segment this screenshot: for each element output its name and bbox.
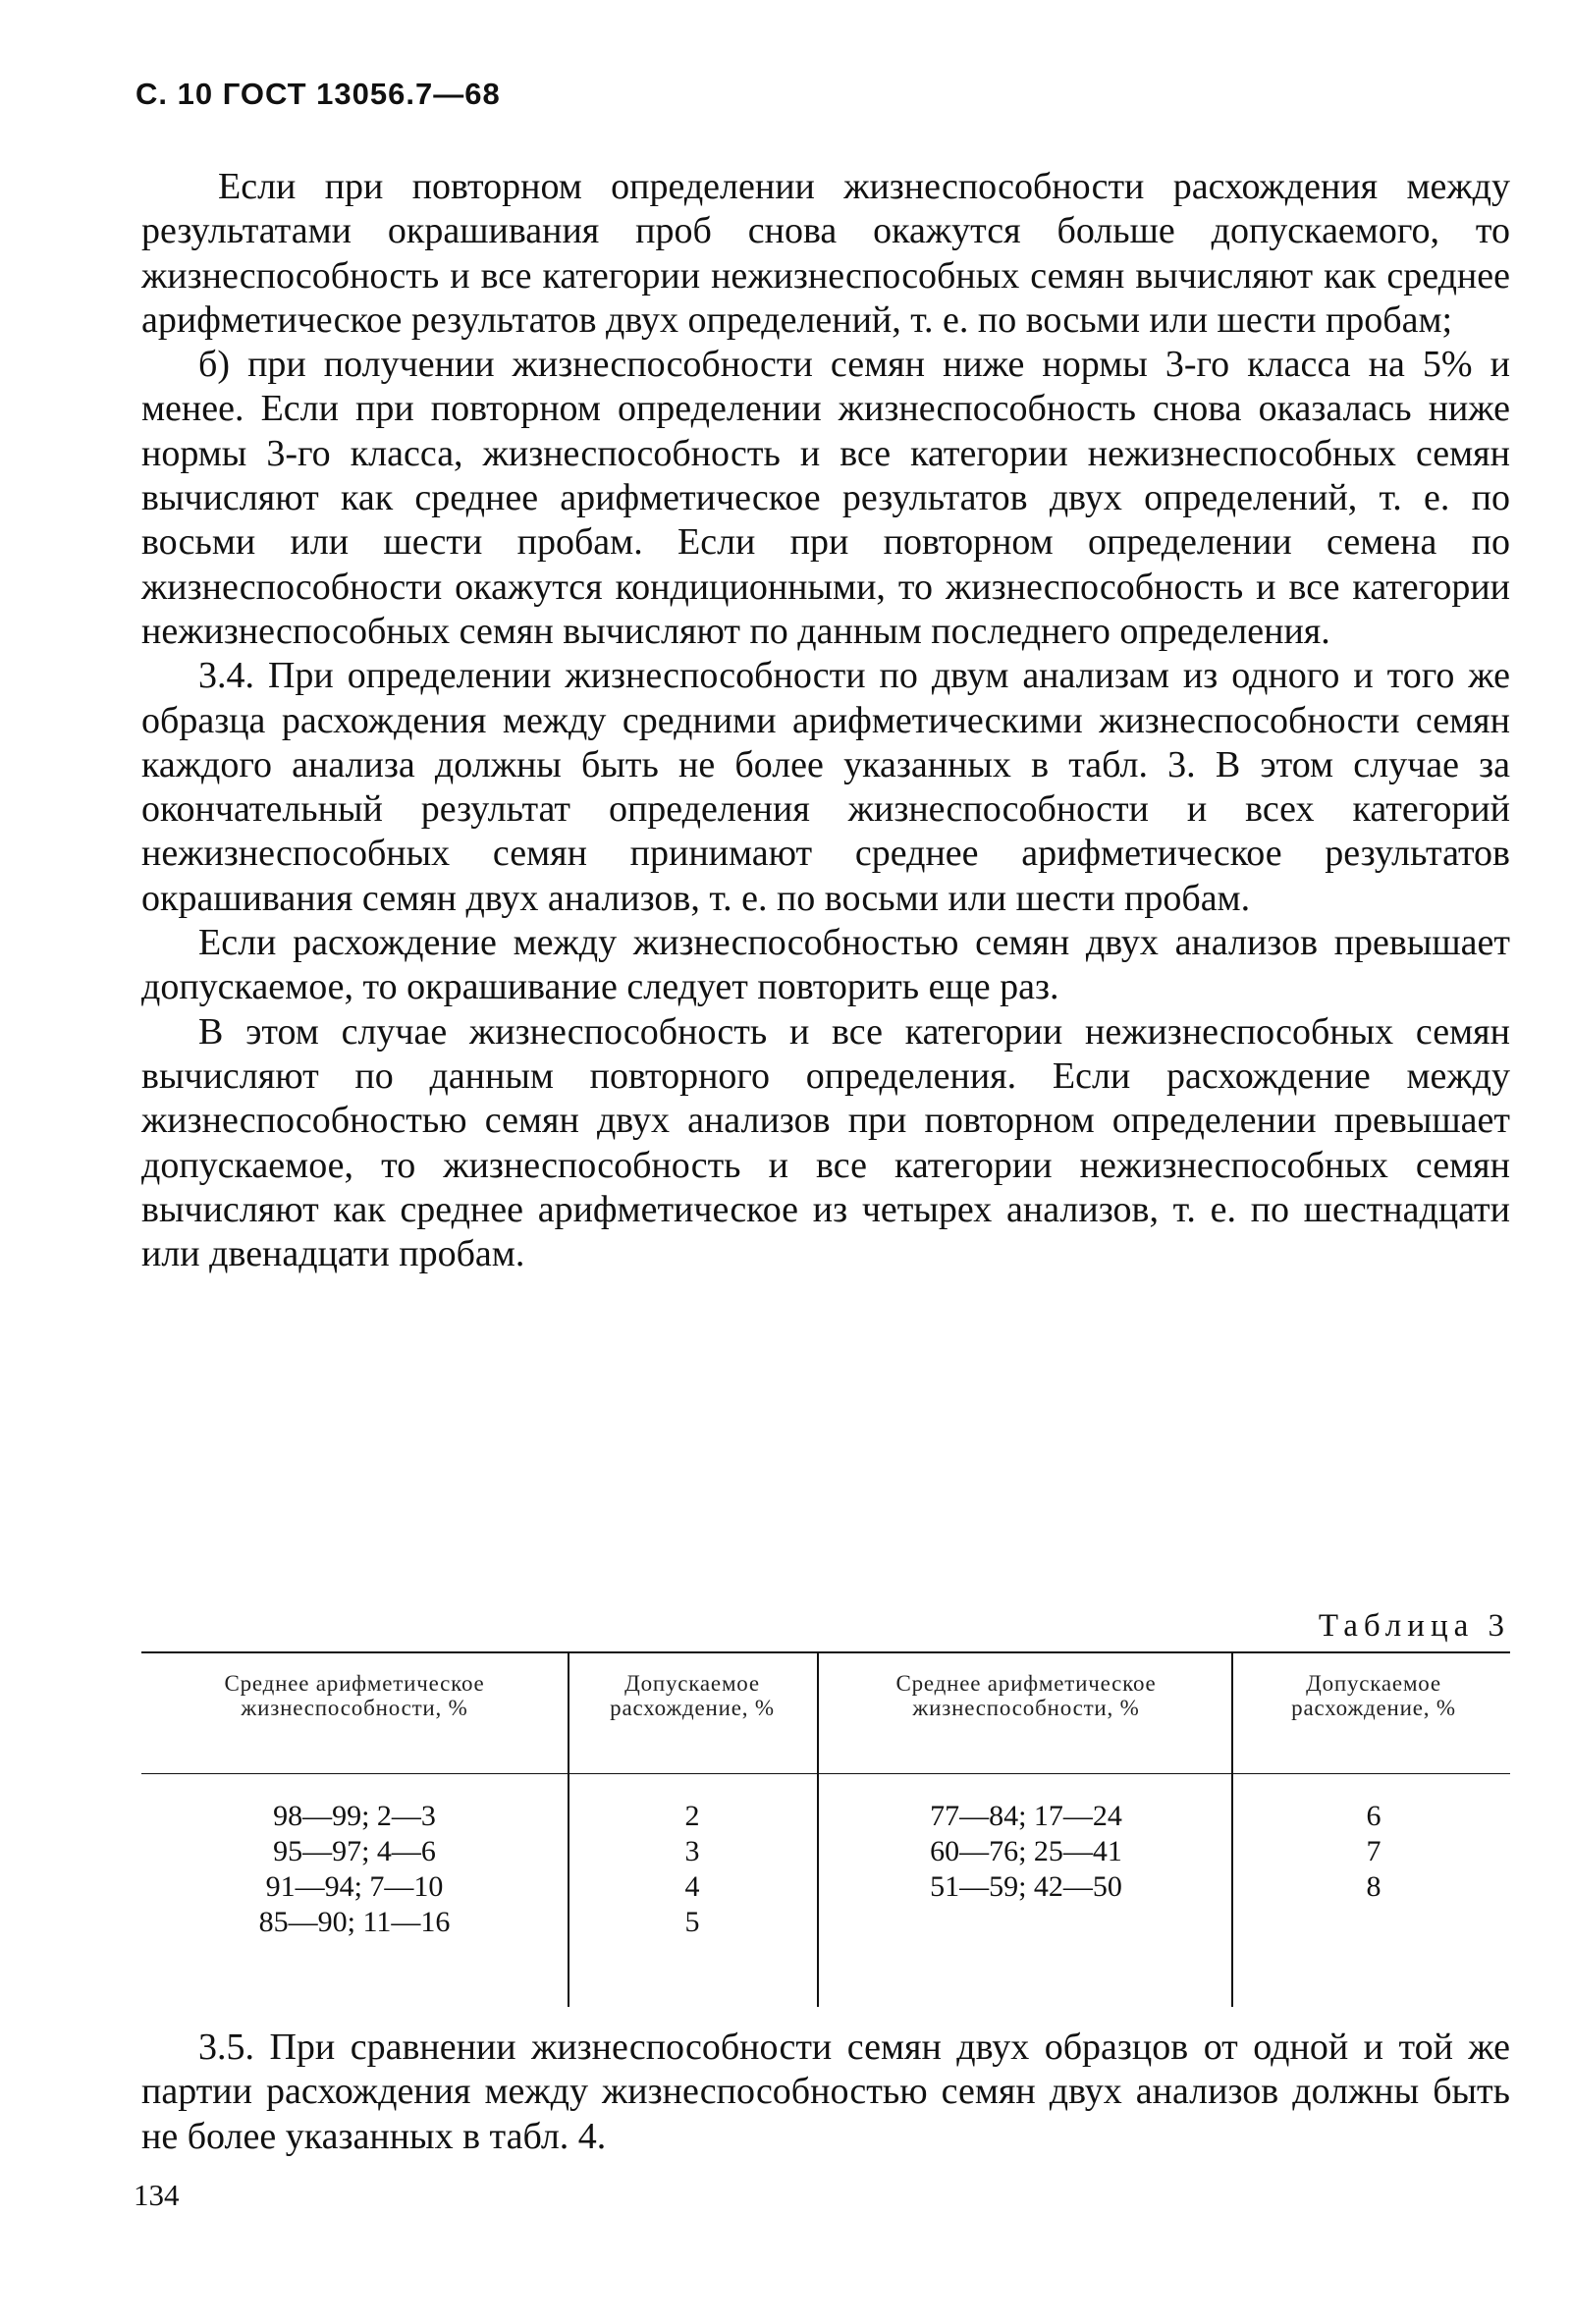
- table-cell: 51—59; 42—50: [930, 1870, 1122, 1903]
- table-cell: 6: [1366, 1800, 1381, 1832]
- paragraph-5: В этом случае жизнеспособность и все категории нежизнеспособных семян вычисляют по данным повторного определения. Если расхождение между жизнеспособностью семян двух анализов при повторном определении превышает допускаемое, то жизнеспособность и все категории нежизнеспособных семян вычисляют как среднее арифметическое из четырех анализов, т. е. по шестнадцати или двенадцати пробам.: [141, 1010, 1510, 1275]
- paragraph-1: Если при повторном определении жизнеспособности расхождения между результатами окрашивания проб снова окажутся больше допускаемого, то жизнеспособность и все категории нежизнеспособных семян вычисляют как среднее арифметическое результатов двух определений, т. е. по восьми или шести пробам;: [141, 166, 1510, 341]
- page-number: 134: [134, 2178, 180, 2212]
- table-header-cell: Среднее арифметическое жизнеспособности, %: [895, 1671, 1157, 1720]
- table-cell: 7: [1366, 1835, 1381, 1867]
- paragraph-6: 3.5. При сравнении жизнеспособности семян двух образцов от одной и той же партии расхождения между жизнеспособностью семян двух анализов должны быть не более указанных в табл. 4.: [141, 2027, 1510, 2157]
- table-cell: 85—90; 11—16: [258, 1906, 451, 1938]
- table-column-divider: [817, 1651, 819, 2007]
- table-header-cell: Допускаемое расхождение, %: [1291, 1671, 1456, 1720]
- paragraph-2: б) при получении жизнеспособности семян ниже нормы 3-го класса на 5% и менее. Если при повторном определении жизнеспособность снова оказалась ниже нормы 3-го класса, жизнеспособность и все категории нежизнеспособных семян вычисляют как среднее арифметическое результатов двух определений, т. е. по восьми или шести пробам. Если при повторном определении семена по жизнеспособности окажутся кондиционными, то жизнеспособность и все категории нежизнеспособных семян вычисляют по данным последнего определения.: [141, 344, 1510, 652]
- table-cell: 91—94; 7—10: [265, 1870, 444, 1903]
- table-cell: 3: [684, 1835, 700, 1867]
- table-column-3: [835, 1799, 1218, 1905]
- table-header-cell: Среднее арифметическое жизнеспособности, %: [224, 1671, 485, 1720]
- table-caption: Таблица 3: [1318, 1608, 1510, 1644]
- section-3-5-text: [141, 2026, 1510, 2159]
- table-column-4: [1251, 1799, 1496, 1905]
- table-column-1: [151, 1799, 558, 1940]
- table-column-2: [583, 1799, 801, 1940]
- paragraph-3: 3.4. При определении жизнеспособности по двум анализам из одного и того же образца расхождения между средними арифметическими жизнеспособности семян каждого анализа должны быть не более указанных в табл. 3. В этом случае за окончательный результат определения жизнеспособности и всех категорий нежизнеспособных семян принимают среднее арифметическое результатов окрашивания семян двух анализов, т. е. по восьми или шести пробам.: [141, 655, 1510, 919]
- page-header: С. 10 ГОСТ 13056.7—68: [135, 77, 501, 111]
- table-cell: 95—97; 4—6: [273, 1835, 436, 1867]
- table-column-divider: [568, 1651, 569, 2007]
- table-cell: 60—76; 25—41: [930, 1835, 1122, 1867]
- table-cell: 77—84; 17—24: [930, 1800, 1122, 1832]
- table-header-rule: [141, 1773, 1510, 1774]
- table-cell: 5: [684, 1906, 700, 1938]
- main-text: [141, 165, 1510, 1276]
- table-cell: 8: [1366, 1870, 1381, 1903]
- table-column-divider: [1231, 1651, 1233, 2007]
- table-cell: 4: [684, 1870, 700, 1903]
- table-header-cell: Допускаемое расхождение, %: [610, 1671, 775, 1720]
- table-top-rule: [141, 1651, 1510, 1653]
- table-cell: 2: [684, 1800, 700, 1832]
- table-3: [141, 1651, 1510, 2007]
- table-cell: 98—99; 2—3: [273, 1800, 436, 1832]
- paragraph-4: Если расхождение между жизнеспособностью семян двух анализов превышает допускаемое, то окрашивание следует повторить еще раз.: [141, 922, 1510, 1008]
